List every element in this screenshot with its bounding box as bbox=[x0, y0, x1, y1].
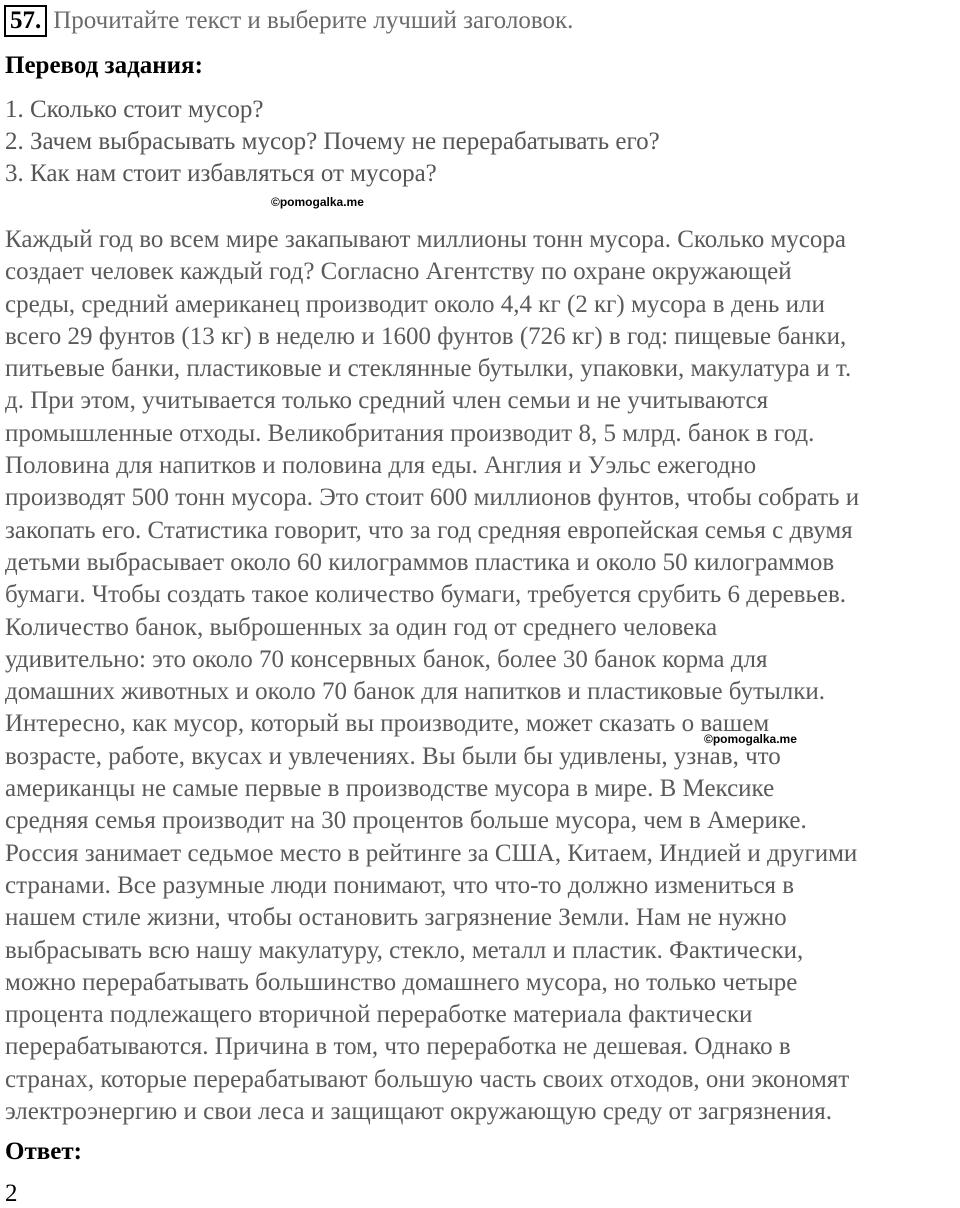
text-line: всего 29 фунтов (13 кг) в неделю и 1600 фунтов (726 кг) в год: пищевые банки, bbox=[5, 322, 847, 350]
text-line: производят 500 тонн мусора. Это стоит 600 миллионов фунтов, чтобы собрать и bbox=[5, 484, 860, 512]
option-2: 2. Зачем выбрасывать мусор? Почему не перерабатывать его? bbox=[5, 128, 660, 155]
answer-title: Ответ: bbox=[5, 1138, 82, 1165]
watermark-top: ©pomogalka.me bbox=[271, 195, 364, 209]
text-line: Каждый год во всем мире закапывают миллионы тонн мусора. Сколько мусора bbox=[5, 226, 846, 253]
text-line: можно перерабатывать большинство домашнего мусора, но только четыре bbox=[5, 968, 798, 996]
text-line: Россия занимает седьмое место в рейтинге за США, Китаем, Индией и другими bbox=[5, 839, 858, 867]
text-line: электроэнергию и свои леса и защищают окружающую среду от загрязнения. bbox=[5, 1098, 832, 1126]
text-line: Половина для напитков и половина для еды. Англия и Уэльс ежегодно bbox=[5, 452, 757, 480]
text-line: Интересно, как мусор, который вы производите, может сказать о вашем bbox=[5, 710, 770, 738]
text-line: перерабатываются. Причина в том, что переработка не дешевая. Однако в bbox=[5, 1033, 791, 1061]
text-line: детьми выбрасывает около 60 килограммов пластика и около 50 килограммов bbox=[5, 548, 835, 576]
text-line: промышленные отходы. Великобритания производит 8, 5 млрд. банок в год. bbox=[5, 419, 815, 447]
text-line: Количество банок, выброшенных за один год от среднего человека bbox=[5, 613, 718, 641]
translation-title: Перевод задания: bbox=[5, 52, 203, 79]
text-line: домашних животных и около 70 банок для напитков и пластиковые бутылки. bbox=[5, 678, 826, 706]
text-line: странами. Все разумные люди понимают, что что-то должно измениться в bbox=[5, 871, 795, 899]
options-list bbox=[5, 94, 660, 190]
text-line: закопать его. Статистика говорит, что за год средняя европейская семья с двумя bbox=[5, 516, 853, 544]
option-3: 3. Как нам стоит избавляться от мусора? bbox=[5, 160, 437, 187]
text-line: д. При этом, учитывается только средний член семьи и не учитываются bbox=[5, 387, 769, 415]
text-line: питьевые банки, пластиковые и стеклянные бутылки, упаковки, макулатура и т. bbox=[5, 355, 852, 383]
text-line: бумаги. Чтобы создать такое количество бумаги, требуется срубить 6 деревьев. bbox=[5, 581, 847, 609]
text-line: среды, средний американец производит около 4,4 кг (2 кг) мусора в день или bbox=[5, 290, 825, 318]
task-instruction: Прочитайте текст и выберите лучший заголовок. bbox=[53, 7, 574, 34]
task-header bbox=[4, 4, 573, 38]
option-1: 1. Сколько стоит мусор? bbox=[5, 96, 264, 123]
text-line: странах, которые перерабатывают большую часть своих отходов, они экономят bbox=[5, 1065, 850, 1093]
text-line: нашем стиле жизни, чтобы остановить загрязнение Земли. Нам не нужно bbox=[5, 904, 787, 932]
answer-value: 2 bbox=[5, 1180, 18, 1207]
body-text bbox=[5, 224, 957, 1128]
text-line: создает человек каждый год? Согласно Агентству по охране окружающей bbox=[5, 258, 792, 286]
watermark-middle: ©pomogalka.me bbox=[704, 732, 797, 746]
text-line: удивительно: это около 70 консервных банок, более 30 банок корма для bbox=[5, 645, 768, 673]
text-line: выбрасывать всю нашу макулатуру, стекло, металл и пластик. Фактически, bbox=[5, 936, 804, 964]
text-line: американцы не самые первые в производстве мусора в мире. В Мексике bbox=[5, 775, 775, 803]
text-line: процента подлежащего вторичной переработке материала фактически bbox=[5, 1001, 753, 1029]
task-number: 57. bbox=[4, 5, 47, 37]
text-line: средняя семья производит на 30 процентов больше мусора, чем в Америке. bbox=[5, 807, 807, 835]
text-line: возрасте, работе, вкусах и увлечениях. Вы были бы удивлены, узнав, что bbox=[5, 742, 781, 770]
